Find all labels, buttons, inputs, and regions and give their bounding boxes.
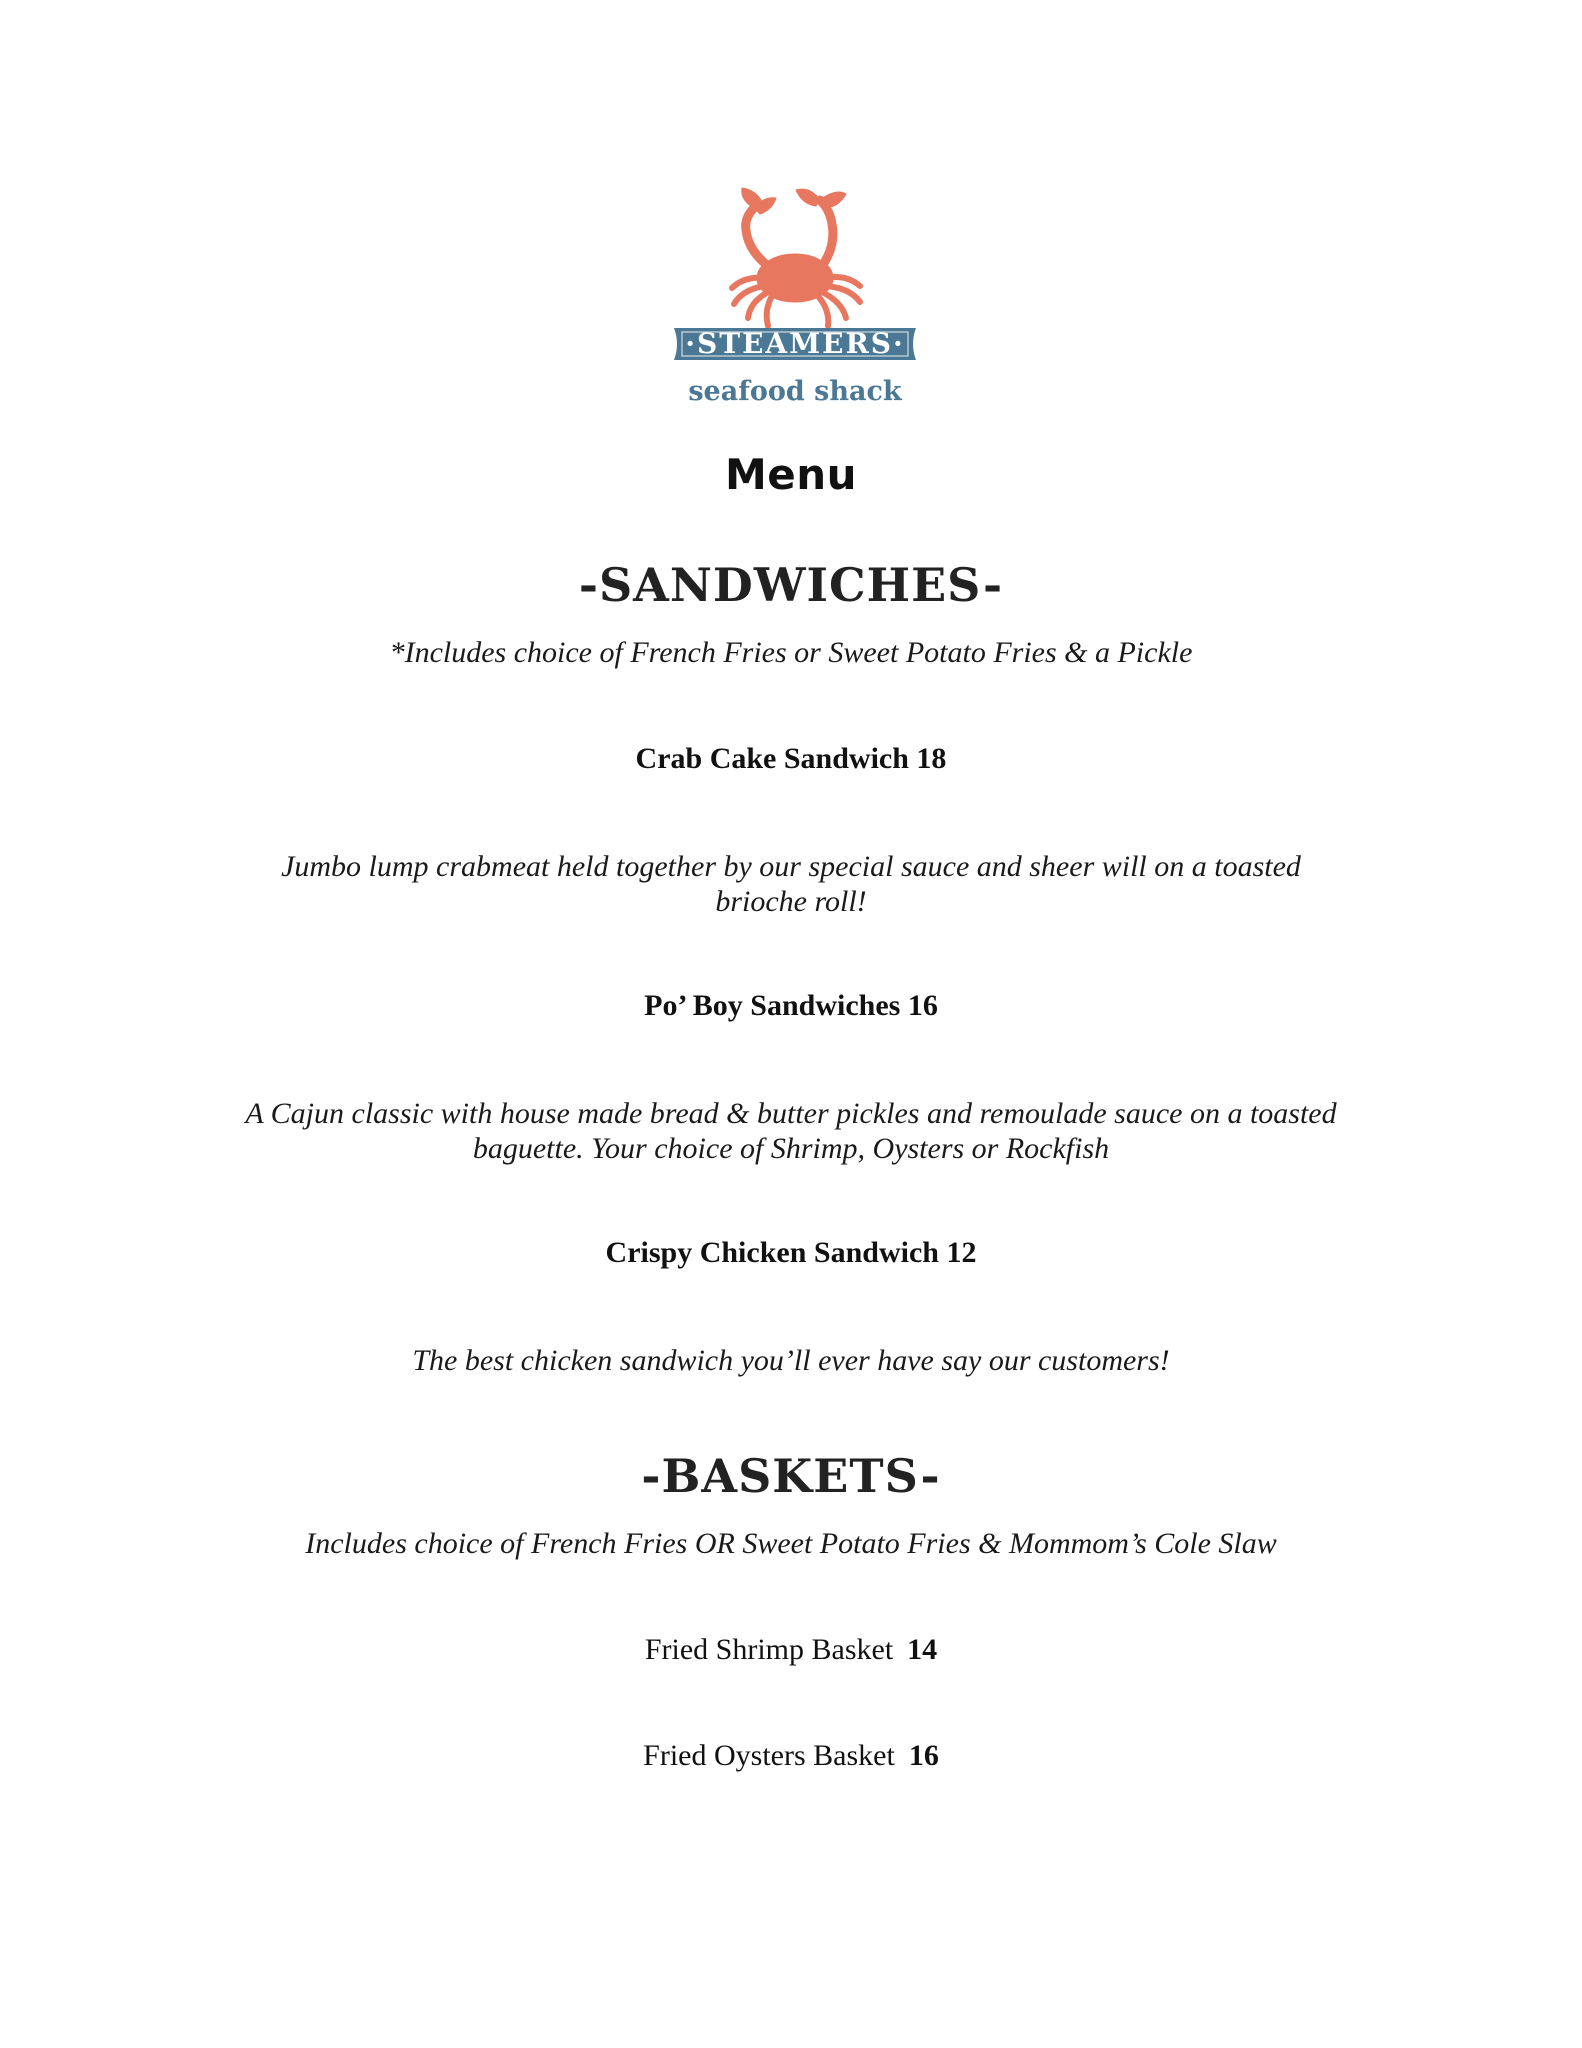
item-description-line: A Cajun classic with house made bread & butter pickles and remoulade sauce on a toasted bbox=[245, 1097, 1337, 1130]
menu-title: Menu bbox=[724, 450, 858, 499]
menu-item-crispy-chicken-sandwich: Crispy Chicken Sandwich 12 bbox=[605, 1236, 977, 1269]
menu-item-fried-shrimp-basket bbox=[0, 1633, 1582, 1667]
logo-graphic bbox=[660, 180, 930, 420]
basket-item-price: 14 bbox=[907, 1633, 938, 1666]
section-note-baskets: Includes choice of French Fries OR Sweet Potato Fries & Mommom’s Cole Slaw bbox=[305, 1527, 1277, 1560]
steamers-logo bbox=[660, 180, 930, 420]
section-title-baskets: -BASKETS- bbox=[641, 1449, 941, 1503]
section-title-sandwiches: -SANDWICHES- bbox=[578, 558, 1004, 612]
basket-item-price: 16 bbox=[908, 1739, 939, 1772]
brand-tagline-text: seafood shack bbox=[688, 376, 902, 407]
menu-item-crab-cake-sandwich: Crab Cake Sandwich 18 bbox=[635, 742, 947, 775]
menu-item-fried-oysters-basket bbox=[0, 1739, 1582, 1773]
basket-item-name: Fried Shrimp Basket bbox=[644, 1633, 894, 1666]
menu-item-po-boy-sandwiches: Po’ Boy Sandwiches 16 bbox=[644, 989, 938, 1022]
item-description-line: The best chicken sandwich you’ll ever have say our customers! bbox=[412, 1344, 1170, 1377]
item-description-line: baguette. Your choice of Shrimp, Oysters or Rockfish bbox=[472, 1132, 1110, 1165]
basket-item-name: Fried Oysters Basket bbox=[643, 1739, 895, 1772]
item-description-line: brioche roll! bbox=[715, 885, 867, 918]
brand-name-text: ·STEAMERS· bbox=[685, 327, 905, 360]
item-description-line: Jumbo lump crabmeat held together by our special sauce and sheer will on a toasted bbox=[281, 850, 1301, 883]
brand-banner bbox=[674, 327, 916, 360]
section-note-sandwiches: *Includes choice of French Fries or Sweet Potato Fries & a Pickle bbox=[389, 636, 1193, 669]
crab-icon bbox=[732, 188, 860, 326]
